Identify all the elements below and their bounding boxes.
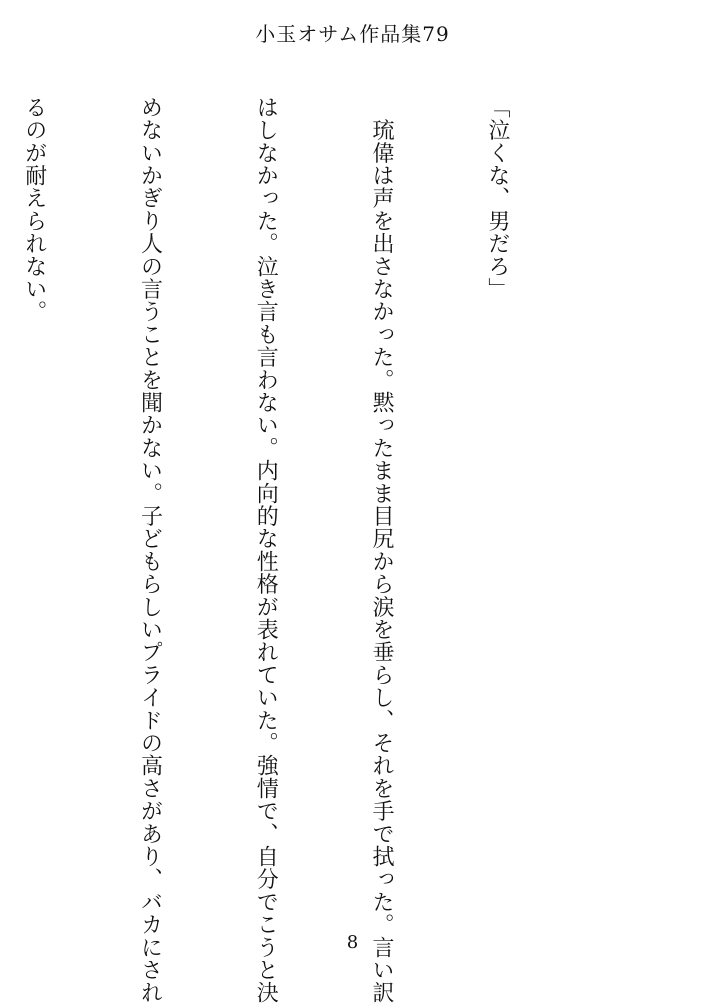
- text-line: はしなかった。泣き言も言わない。内向的な性格が表れていた。強情で、自分でこうと決: [253, 96, 279, 1004]
- text-line: めないかぎり人の言うことを聞かない。子どもらしいプライドの高さがあり、バカにされ: [137, 96, 163, 1004]
- page-number: 8: [346, 932, 359, 953]
- page-title: 小玉オサム作品集79: [255, 22, 450, 46]
- vertical-body-text: [0, 96, 593, 1004]
- text-line: 「泣くな、男だろ」: [484, 96, 510, 301]
- text-line: 琉偉は声を出さなかった。黙ったまま目尻から涙を垂らし、それを手で拭った。言い訳: [369, 96, 395, 1004]
- text-line: るのが耐えられない。: [21, 96, 47, 323]
